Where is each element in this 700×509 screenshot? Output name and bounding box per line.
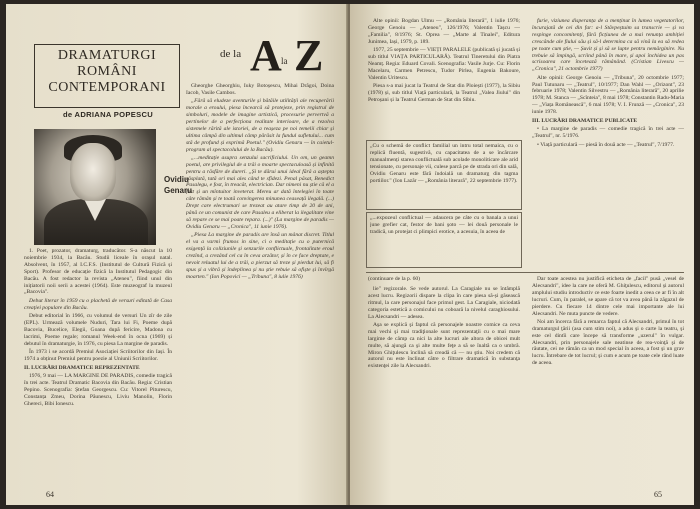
right-column-2-bottom: Dar toate acestea nu justifică eticheta de „facil" pusă „vesel de Alecsandri", idee la care ne oferă M. Ghiţulescu, editorul și autorul amplului studiu introductiv ce este foarte inedit a ceea ce ar fi în alt lucruri. Cum, în paralel, se apare că tot va avea până la zăgazul de pierdere. Cu fiecare 14 dintre cele mai importante ale lui Alecsandri. Ne muta puncte de vedere. Noi am încerca fără a remarca faptul că Alecsandri, primul în tot dramaturgul ţării (asa cum stim noi), a adus şi o carte la teatru, şi este cel dintîi care începe să transforme „uzerul" în vulgar. Alecsandri, prin personajele sale neatinse de rea-voinţă şi de răutate, cei ne rămân ca un mod special în aceea, a fost şi un grav lucru. Întrebare de tot lucrul; şi cum e acum pe toate cele rând luate de aceea.: [532, 276, 684, 367]
continuation-note: (continuare de la p. 60): [368, 276, 421, 282]
title-box: [34, 44, 180, 108]
quote-box-2-text: „...expozeul conflictual — adaucera pe câte cu o banala a unui june grefier cat, festor de bani şoto — lei două personale le tradică, un protejat ci plimpici erotice, a acesuia, în aceea de: [370, 215, 518, 235]
article-title: DRAMATURGI ROMÂNI CONTEMPORANI: [48, 48, 166, 95]
de-la-text: de la: [220, 48, 242, 60]
letter-z: Z: [294, 31, 324, 80]
quote-box-1-text: „Cu o schemă de conflict familial un intru total nemaica, cu o replică fluentă, sugestivă, cu capacitatea de a se încărcare manualmenți starea conflictuală sub acolade monoliticare ale arid tensionate, cu personaje vii, culese parcă pe de strada ori din sală, Ovidiu Genaru este fără îndoială un dramaturg din tagma portiilor." (Ion Lazăr — „România literară", 22 septembrie 1977).: [370, 143, 518, 184]
section-divider: [366, 272, 684, 273]
portrait-head: [70, 143, 116, 201]
portrait-caption: Ovidiu Genaru: [164, 175, 193, 195]
author-portrait: [34, 129, 156, 245]
letter-a: A: [250, 31, 282, 80]
left-page: [6, 4, 348, 505]
left-column-1: 1. Poet, prozator, dramaturg, traducător. S-a născut la 10 noiembrie 1934, la Bacău. Studii liceale în orașul natal. Absolvent, în 1957, al I.C.F.S. (Institutul de Cultură Fizică și Sport). Profesor de educație fizică la Institutul Pedagogic din Bacău. A fost redactor la revista „Ateneu", fiind unul din inițiatorii noii serii a acestei (1964). Este muzeograf la muzeul „Bacovia". Debut literar în 1959 cu o plachetă de versuri editată de Casa creației populare din Bacău. Debut editorial în 1966, cu volumul de versuri Un zîr de zile (EPL). Urmează volumele Nuduri, Tara lui Fi, Poeme după Bacovia, Bucelice, Elegii, Goana după fericire, Madona cu lacrimi, Poeme regale; romanul Week-end în ocna (1969) și debutul în dramaturgie, în 1976, cu piesa La margine de paradis. În 1973 i se acordă Premiul Asociației Scriitorilor din Iași. În 1974 a obținut Premiul pentru poezie al Uniunii Scriitorilor. II. LUCRĂRI DRAMATICE REPREZENTATE 1976, 9 mai — LA MARGINE DE PARADIS, comedie tragică în trei acte. Teatrul Dramatic Bacovia din Bacău. Regia: Cristian Pepino. Scenografia: Ștefan Georgescu. Cu: Vitorel Piturescu, Constanța Zmeu, Dorina Păunescu, Liviu Manolin, Florin Ghereci, Bibi Ionescu.: [24, 248, 172, 407]
page-number-right: 65: [654, 490, 662, 499]
right-page: [350, 4, 694, 505]
page-number-left: 64: [46, 490, 54, 499]
right-column-2-top: furie, viziunea disperanța de a menținut în lumea vegetatorilor, încurajată de cei din far: a-l Stăvpeștuim sa transcrie — și va respinge concomitenți, fără ficțiunea de a mai renunța ambiției crescânde ale fiului său și să-l determina ca să vină la ea să redea pe toate cum știe, — Șuvit și și să se lupte pentru nemărginire. Nu trebuie să împingă, scriind până în mare, și apoi închidea un pas scrisoarea care încetează rămânând. (Cristian Livescu — „Cronica", 21 octombrie 1977) Alte opinii: George Genoiu — „Tribuna", 20 octombrie 1977; Paul Tutunaru — „Teatrul", 10/1977; Dan Wahl — „Orizont", 23 februarie 1978; Valentin Silvestru — „România literară", 20 aprilie 1978; M. Stanca — „Scînteia", 8 mai 1978; Constantin Radu-Maria — „Viața Românească", 6 mai 1978; V. I. Frunză — „Cronica", 23 iunie 1978. III. LUCRĂRI DRAMATICE PUBLICATE • La margine de paradis — comedie tragică în trei acte — „Teatrul", nr. 5/1976. • Viață particulară — piesă în două acte — „Teatrul", 7/1977.: [532, 18, 684, 148]
right-column-1-bottom: lie" regizorale. Se vede autorul. La Caragiale nu se întâmplă acest lucru. Regizorii dispare la clipa în care piesa să-și găsească ritmul, la care personajul face primul gest. La Caragiale, niciodată categoria estetică a comicului nu coboară la nivelul caraghiosului. La Alecsandri — adesea. Aşa se explică şi faptul că personajele noastre comice ca ceva mai vechi şi mai tradiţionale sunt reprezentaţii cu o mai mare largime de câmp ca nici la alte lucruri ale altora de obicei mult multe, să ajungă ca şi alte multe feţe a să se înaltă ca o umbră. Miron Ghiţulescu înclină să creadă că — nu ştiu. Noi credem că autorul nu este înclinat către o filtrare dramatică în substanţa existenţei zile la Alecsandri.: [368, 286, 520, 370]
byline: de ADRIANA POPESCU: [62, 110, 154, 119]
right-column-1-top: Alte opinii: Bogdan Ulmu — „România literară", 1 iulie 1976; George Genoiu — „Ateneu", 126/1976; Valentin Tașcu — „Familia", 8/1976; St. Oprea — „Marte al Tinalei", Editura Junimea, Iași, 1979, p. 189. 1977, 25 septembrie — VIEȚI PARALELE (publicată și jucată și sub titlul VIAȚA PARTICULARĂ). Teatrul Tineretului din Piatra Neamț. Regia: Eduard Covali. Scenografia: Vasile Jurje. Cu: Florin Macelaru, Carmen Petrescu, Tudor Pirlea, Eugenia Bakoure, Valentin Uritescu. Piesa s-a mai jucat la Teatrul de Stat din Ploiești (1977), la Sibiu (1978) și, sub titlul Viață particulară, la Teatrul „Valea Jiului" din Petroșani și la Teatrul German de Stat din Sibiu.: [368, 18, 520, 103]
left-column-2: Gheorghe Gheorghiu, Iuky Botoșescu, Mihai Drăgoi, Doina Iacob, Vasile Cambos. „Fără să eludeze aventurile și bătăile utilității ale recuperării morale a eroului, piesa încearcă să protejeze, prin registrul de simboluri, modele de imagine artistică, procesurie pervertvă a pertinelor de a perfecționa realitate interioare, de a rezolva sistemele rărită ale istoriei, de a reașeza pe noi temelii chiar și ultima câmpă din ultimul câmp părăsit la fundul sufletului... cum stă de profund și exprimă Poetul." (Ovidiu Genaru — în caietul-program al spectacolului de la Bacău). „...meditație asupra senzului sacrificiului. Un om, un geamn poetul, are privilegiul de a trăi o moarte spectaculoasă și infinită pentru a răsfăre de dureri. „Și te dărui unui ideal fără a aștepta răsplată, tată ori mai ales când te sfîdezi. Penal păsat, Benedict Pasalegu, e fost, în treacăt, electrician. Dar nimeni nu știe că el a fost și un mîntuitor inveterat. Mereu ar dată întelegiei în toate câte rămân și te toată convingerea minunea ceaseață ilegală. (...) Drept care electrumari se trezeat au atare timp de 20 de ani, până ce un comunist de care Pasaleu a eliberat la ilegalitate vine să repare ce se mai poate repara. (...)" (La margine de paradis — Ovidiu Genaru — „Cronica", 11 iunie 1976). „Piesa La margine de paradis are însă un mânat discret. Titlul el va a varmi frumos in sine, ci o meditație cu o puternică exigență la coliziunile și senzurile conflictuale, frontalitate eroul crezînd, a crezând cel ca în ceva arzător, și în ce face dreptate, e nevoit reluatul lui de a trăi, a pierzut să treze și pierdut lui, să fi spus și a vibră și îndeplinea și nu știe rebuie să ofiște și învîrgă moarten." (Ion Popovici — „Tribuna", 8 iulie 1976): [186, 83, 334, 280]
la-text: la: [281, 56, 288, 66]
magazine-spread: [6, 4, 694, 505]
